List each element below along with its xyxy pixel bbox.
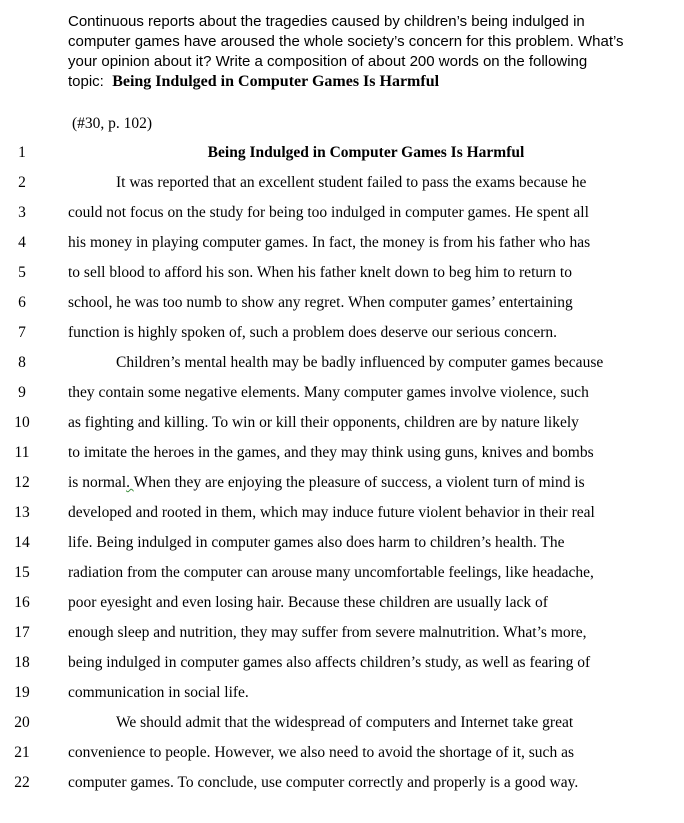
- line-number: 13: [14, 504, 30, 521]
- line-number: 10: [14, 414, 30, 431]
- essay-line: [0, 773, 684, 803]
- page-reference: (#30, p. 102): [72, 115, 153, 132]
- essay-line: [0, 653, 684, 683]
- line-number: 8: [18, 354, 26, 371]
- line-text: convenience to people. However, we also need to avoid the shortage of it, such as: [68, 744, 574, 761]
- essay-line: [0, 143, 684, 173]
- line-text-part: is normal: [68, 474, 127, 491]
- line-number: 6: [18, 294, 26, 311]
- essay-line: [0, 443, 684, 473]
- line-text: We should admit that the widespread of computers and Internet take great: [116, 714, 574, 731]
- essay-line: [0, 683, 684, 713]
- prompt-line: [68, 72, 668, 92]
- line-text: they contain some negative elements. Many computer games involve violence, such: [68, 384, 589, 401]
- line-text: communication in social life.: [68, 684, 249, 701]
- line-text: function is highly spoken of, such a problem does deserve our serious concern.: [68, 324, 557, 341]
- line-number: 2: [18, 174, 26, 191]
- line-number: 16: [14, 594, 30, 611]
- prompt-line: computer games have aroused the whole society’s concern for this problem. What’s: [68, 33, 624, 50]
- line-text: developed and rooted in them, which may induce future violent behavior in their real: [68, 504, 595, 521]
- essay-line: [0, 173, 684, 203]
- line-number: 12: [14, 474, 30, 491]
- essay-line: [0, 293, 684, 323]
- line-text: enough sleep and nutrition, they may suffer from severe malnutrition. What’s more,: [68, 624, 587, 641]
- prompt-line: Continuous reports about the tragedies caused by children’s being indulged in: [68, 13, 585, 30]
- line-text: computer games. To conclude, use computer correctly and properly is a good way.: [68, 774, 579, 791]
- line-text: to imitate the heroes in the games, and they may think using guns, knives and bombs: [68, 444, 594, 461]
- line-number: 3: [18, 204, 26, 221]
- essay-line: [0, 413, 684, 443]
- line-text: as fighting and killing. To win or kill their opponents, children are by nature likely: [68, 414, 579, 431]
- essay-line: [0, 503, 684, 533]
- essay-line: [0, 563, 684, 593]
- essay-line: [0, 533, 684, 563]
- line-text: It was reported that an excellent student failed to pass the exams because he: [116, 174, 587, 191]
- line-text: could not focus on the study for being too indulged in computer games. He spent all: [68, 204, 589, 221]
- prompt-topic: Being Indulged in Computer Games Is Harmful: [112, 73, 440, 90]
- line-number: 4: [18, 234, 26, 251]
- line-text: poor eyesight and even losing hair. Because these children are usually lack of: [68, 594, 548, 611]
- essay-line: [0, 353, 684, 383]
- essay-line: [0, 713, 684, 743]
- line-text: radiation from the computer can arouse many uncomfortable feelings, like headache,: [68, 564, 594, 581]
- line-number: 11: [14, 444, 30, 461]
- prompt-topic-label: topic:: [68, 73, 113, 90]
- line-number: 22: [14, 774, 30, 791]
- line-number: 20: [14, 714, 30, 731]
- line-number: 9: [18, 384, 26, 401]
- line-text-part: When they are enjoying the pleasure of success, a violent turn of mind is: [133, 474, 585, 491]
- grammar-mark: .: [126, 474, 134, 491]
- line-number: 14: [14, 534, 30, 551]
- line-text: to sell blood to afford his son. When his father knelt down to beg him to return to: [68, 264, 572, 281]
- essay-line: [0, 593, 684, 623]
- line-text: [68, 473, 668, 493]
- line-number: 21: [14, 744, 30, 761]
- essay-line: [0, 323, 684, 353]
- essay-line: [0, 743, 684, 773]
- essay-line: [0, 203, 684, 233]
- line-text: school, he was too numb to show any regret. When computer games’ entertaining: [68, 294, 573, 311]
- line-text: being indulged in computer games also affects children’s study, as well as fearing of: [68, 654, 591, 671]
- essay-line: [0, 623, 684, 653]
- line-number: 19: [14, 684, 30, 701]
- assignment-prompt: [68, 12, 668, 92]
- line-number: 15: [14, 564, 30, 581]
- essay-line: [0, 233, 684, 263]
- line-number: 1: [18, 144, 26, 161]
- line-number: 5: [18, 264, 26, 281]
- essay-title: Being Indulged in Computer Games Is Harmful: [207, 144, 525, 161]
- line-text: his money in playing computer games. In fact, the money is from his father who has: [68, 234, 591, 251]
- essay-line: [0, 263, 684, 293]
- prompt-line: your opinion about it? Write a composition of about 200 words on the following: [68, 53, 588, 70]
- essay-line: [0, 383, 684, 413]
- line-number: 7: [18, 324, 26, 341]
- line-number: 18: [14, 654, 30, 671]
- line-number: 17: [14, 624, 30, 641]
- line-text: Children’s mental health may be badly influenced by computer games because: [116, 354, 604, 371]
- essay-line: [0, 473, 684, 503]
- line-text: life. Being indulged in computer games also does harm to children’s health. The: [68, 534, 565, 551]
